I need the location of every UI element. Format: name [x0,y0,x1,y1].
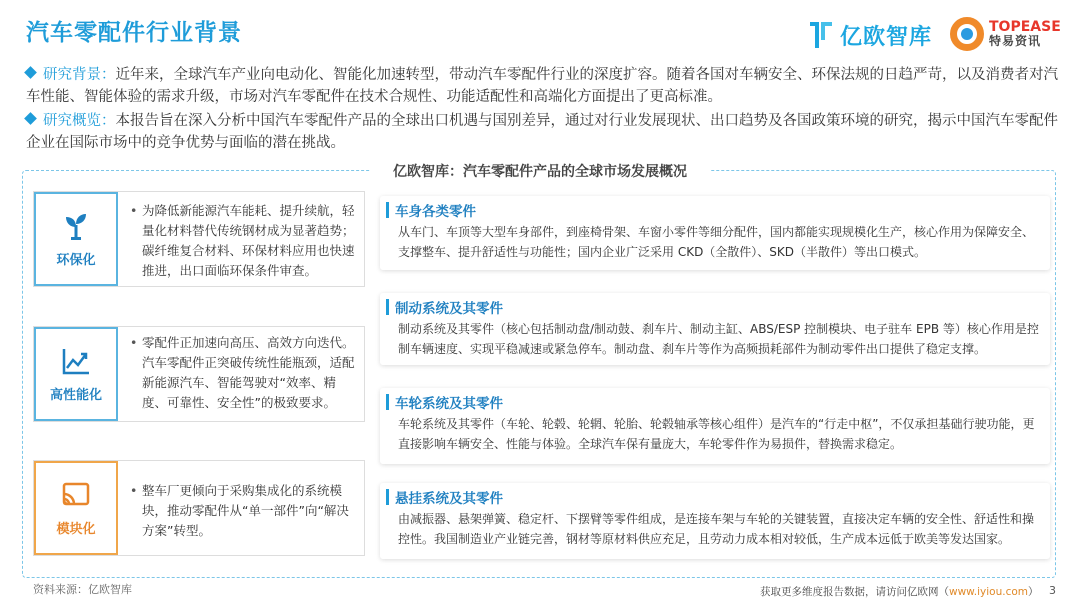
trend-icon-box [34,327,118,421]
trend-card-performance [33,326,365,422]
parts-card-text: 制动系统及其零件（核心包括制动盘/制动鼓、刹车片、制动主缸、ABS/ESP 控制模块、电子驻车 EPB 等）核心作用是控制车辆速度、实现平稳减速或紧急停车。制动盘、刹车片等作为高频损耗部件为制动零件出口提供了稳定支撑。 [398,322,1039,356]
bullet-label: 研究概览： [43,113,116,129]
diamond-bullet-icon [24,112,37,125]
iyiou-mark-icon [808,20,834,50]
parts-card-wheel [380,388,1050,464]
bullet-text: 近年来，全球汽车产业向电动化、智能化加速转型，带动汽车零配件行业的深度扩容。随着各国对车辆安全、环保法规的日趋严苛，以及消费者对汽车性能、智能体验的需求升级，市场对汽车零配件在技术合规性、功能适配性和高端化方面提出了更高标准。 [26,67,1058,105]
trend-card-eco [33,191,365,287]
parts-card-heading: 制动系统及其零件 [395,301,503,317]
iyiou-logo-text: 亿欧智库 [840,24,933,50]
topease-logo-cn: 特易资讯 [989,34,1042,49]
trend-icon-box [34,192,118,286]
trend-chart-icon [61,346,91,376]
research-overview [26,110,1062,154]
topease-ring-icon [950,17,984,51]
trend-description: • 零配件正加速向高压、高效方向迭代。汽车零配件正突破传统性能瓶颈，适配新能源汽车、智能驾驶对“效率、精度、可靠性、安全性”的极致要求。 [130,333,356,413]
website-link[interactable]: www.iyiou.com [949,586,1029,598]
trend-description: • 整车厂更倾向于采购集成化的系统模块，推动零配件从“单一部件”向“解决方案”转型。 [130,481,356,541]
trend-caption: 模块化 [56,521,96,537]
heading-accent-bar [386,202,389,218]
trend-icon-box [34,461,118,555]
page-number: 3 [1049,584,1056,597]
trend-caption: 高性能化 [49,387,102,403]
parts-card-text: 从车门、车顶等大型车身部件，到座椅骨架、车窗小零件等细分配件，国内都能实现规模化生产，核心作用为保障安全、支撑整车、提升舒适性与功能性；国内企业广泛采用 CKD（全散件）、SKD（半散件）等出口模式。 [398,225,1035,259]
parts-card-brake [380,293,1050,365]
diamond-bullet-icon [24,66,37,79]
frame-title: 亿欧智库：汽车零配件产品的全球市场发展概况 [370,161,710,181]
parts-card-text: 由减振器、悬架弹簧、稳定杆、下摆臂等零件组成，是连接车架与车轮的关键装置，直接决定车辆的安全性、舒适性和操控性。我国制造业产业链完善，钢材等原材料供应充足，且劳动力成本相对较低，生产成本远低于欧美等发达国家。 [398,512,1035,546]
source-note: 资料来源：亿欧智库 [33,583,132,596]
parts-card-body [380,196,1050,270]
heading-accent-bar [386,299,389,315]
parts-card-text: 车轮系统及其零件（车轮、轮毂、轮辋、轮胎、轮毂轴承等核心组件）是汽车的“行走中枢”，不仅承担基础行驶功能，更直接影响车辆安全、性能与体验。全球汽车保有量庞大，车轮零件作为易损件，替换需求稳定。 [398,417,1035,451]
page-title: 汽车零配件行业背景 [26,20,242,46]
plant-icon [61,211,91,241]
cast-icon [61,480,91,510]
trend-caption: 环保化 [56,252,96,268]
heading-accent-bar [386,489,389,505]
topease-logo-en: TOPEASE [989,18,1061,35]
trend-description: • 为降低新能源汽车能耗、提升续航，轻量化材料替代传统钢材成为显著趋势；碳纤维复合材料、环保材料应用也快速推进，出口面临环保条件审查。 [130,201,356,281]
research-background [26,64,1062,108]
more-suffix: ） [1028,586,1039,598]
bullet-label: 研究背景： [43,67,116,83]
heading-accent-bar [386,394,389,410]
more-data-note [760,584,1039,599]
iyiou-logo [808,18,932,52]
parts-card-heading: 车身各类零件 [395,204,476,220]
parts-card-suspension [380,483,1050,559]
parts-card-heading: 车轮系统及其零件 [395,396,503,412]
bullet-text: 本报告旨在深入分析中国汽车零配件产品的全球出口机遇与国别差异，通过对行业发展现状、出口趋势及各国政策环境的研究，揭示中国汽车零配件企业在国际市场中的竞争优势与面临的潜在挑战。 [26,113,1058,151]
trend-card-modular [33,460,365,556]
more-prefix: 获取更多维度报告数据，请访问亿欧网（ [760,586,949,598]
topease-logo [950,17,1061,51]
parts-card-heading: 悬挂系统及其零件 [395,491,503,507]
